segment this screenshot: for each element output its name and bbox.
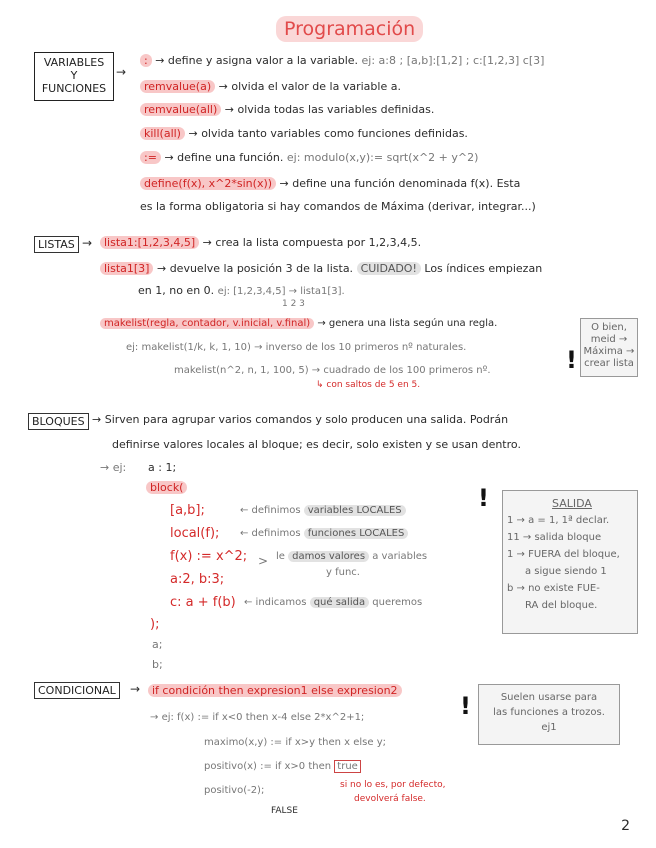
vars-line-2: remvalue(a) → olvida el valor de la variable a. (140, 80, 401, 93)
listas-line-2: lista1[3] → devuelve la posición 3 de la lista. CUIDADO! Los índices empiezan (100, 262, 542, 275)
false-label: FALSE (271, 806, 298, 816)
condicional-ex-1: → ej: f(x) := if x<0 then x-4 else 2*x^2+1; (150, 712, 365, 723)
listas-example-2-note: ↳ con saltos de 5 en 5. (316, 380, 421, 390)
bloques-code-4: local(f); (170, 526, 220, 541)
bloques-code-9: a; (152, 638, 163, 651)
bloques-code-2: block( (146, 481, 187, 494)
condicional-ex-2: maximo(x,y) := if x>y then x else y; (204, 737, 387, 748)
condicional-ex-3: positivo(x) := if x>0 then true (204, 761, 361, 772)
condicional-ex-4: positivo(-2); (204, 785, 265, 796)
condicional-note-1: si no lo es, por defecto, (340, 780, 446, 790)
listas-indices: 1 2 3 (282, 299, 305, 309)
bloques-code-6: a:2, b:3; (170, 572, 225, 587)
bloques-intro-1: → Sirven para agrupar varios comandos y solo producen una salida. Podrán (92, 413, 509, 426)
vars-line-3: remvalue(all) → olvida todas las variables definidas. (140, 103, 434, 116)
condicional-note-2: devolverá false. (354, 794, 426, 804)
exclamation-icon: ! (478, 484, 489, 512)
vars-line-5: := → define una función. ej: modulo(x,y):= sqrt(x^2 + y^2) (140, 151, 478, 164)
bloques-note-56b: y func. (326, 567, 360, 578)
vars-line-6: define(f(x), x^2*sin(x)) → define una función denominada f(x). Esta (140, 177, 520, 190)
bloques-code-5: f(x) := x^2; (170, 549, 248, 564)
page-number: 2 (621, 818, 630, 834)
listas-example-2: makelist(n^2, n, 1, 100, 5) → cuadrado de los 100 primeros nº. (174, 365, 491, 376)
bloques-heading: BLOQUES (28, 413, 89, 430)
listas-line-1: lista1:[1,2,3,4,5] → crea la lista compuesta por 1,2,3,4,5. (100, 236, 421, 249)
page-title: Programación (276, 16, 423, 42)
listas-line-3: makelist(regla, contador, v.inicial, v.final) → genera una lista según una regla. (100, 318, 497, 329)
listas-side-note: O bien, meid → Máxima → crear lista (580, 318, 638, 377)
heading-arrow: → (130, 682, 141, 696)
condicional-side-note: Suelen usarse para las funciones a trozos. ej1 (478, 684, 620, 745)
salida-box: SALIDA 1 → a = 1, 1ª declar. 11 → salida bloque 1 → FUERA del bloque, a sigue siendo 1 b → no existe FUE- RA del bloque. (502, 490, 638, 634)
bloques-code-10: b; (152, 658, 163, 671)
bloques-code-1: a : 1; (148, 461, 177, 474)
bloques-ex-label: → ej: (100, 461, 127, 474)
vars-line-4: kill(all) → olvida tanto variables como funciones definidas. (140, 127, 468, 140)
bloques-code-8: ); (150, 617, 160, 632)
bloques-note-4: ← definimos funciones LOCALES (240, 528, 408, 539)
bloques-brace: > (258, 554, 269, 568)
heading-arrow: → (82, 236, 93, 250)
vars-line-1: : → define y asigna valor a la variable. ej: a:8 ; [a,b]:[1,2] ; c:[1,2,3] c[3] (140, 54, 544, 67)
bloques-note-56: le damos valores a variables (276, 551, 428, 562)
bloques-code-7: c: a + f(b) (170, 595, 236, 610)
bloques-code-3: [a,b]; (170, 503, 205, 518)
exclamation-icon: ! (460, 692, 471, 720)
bloques-note-7: ← indicamos qué salida queremos (244, 597, 423, 608)
vars-line-6b: es la forma obligatoria si hay comandos de Máxima (derivar, integrar...) (140, 200, 536, 213)
heading-arrow: → (116, 65, 127, 79)
variables-heading: VARIABLES Y FUNCIONES (34, 52, 114, 101)
bloques-note-3: ← definimos variables LOCALES (240, 505, 406, 516)
condicional-code: if condición then expresion1 else expresion2 (148, 684, 402, 697)
exclamation-icon: ! (566, 346, 577, 374)
condicional-heading: CONDICIONAL (34, 682, 120, 699)
listas-heading: LISTAS (34, 236, 79, 253)
listas-example-1: ej: makelist(1/k, k, 1, 10) → inverso de los 10 primeros nº naturales. (126, 342, 467, 353)
listas-line-2b: en 1, no en 0. ej: [1,2,3,4,5] → lista1[3]. (138, 284, 345, 297)
bloques-intro-2: definirse valores locales al bloque; es decir, solo existen y se usan dentro. (112, 438, 521, 451)
